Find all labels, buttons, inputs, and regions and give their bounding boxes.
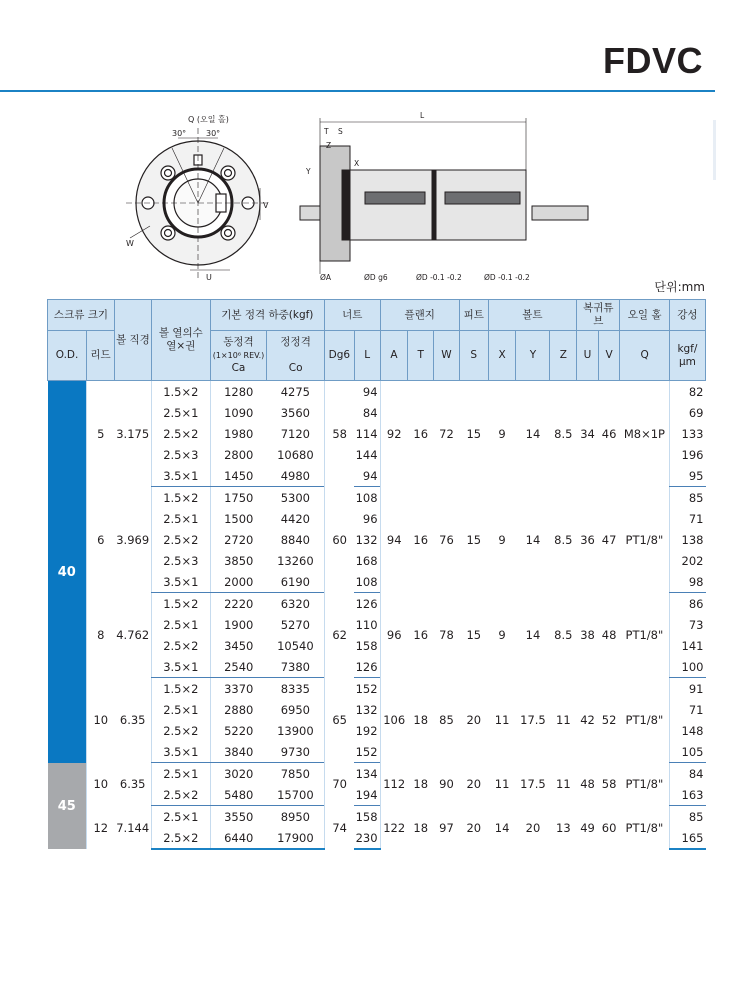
l-cell: 144 [355,447,378,462]
ball-cols-cell: 2.5×2 [151,529,210,550]
ball-cols-cell: 2.5×2 [151,784,210,806]
ball-cols-cell: 2.5×1 [151,806,210,828]
a-cell: 106 [380,678,408,763]
nut-header: 너트 [324,300,380,331]
ball-cols-cell: 2.5×2 [151,720,210,741]
stiffness-cell: 138 [669,529,705,550]
ca-cell: 2000 [210,571,267,593]
l-cell: 94 [362,384,378,399]
od-header: O.D. [48,331,87,381]
lead-cell: 10 [87,763,115,806]
co-cell: 8840 [280,532,311,547]
w-header: W [434,331,460,381]
l-cell: 152 [355,681,378,696]
z-cell: 11 [556,777,571,792]
table-row [48,593,706,615]
x-cell: 11 [494,713,510,728]
y-cell: 17.5 [520,777,546,792]
y-cell: 14 [525,532,541,547]
ball-cols-cell: 2.5×2 [151,635,210,656]
stiffness-cell: 71 [669,699,705,720]
v-cell: 60 [601,820,617,835]
l-cell: 110 [355,617,378,632]
u-cell: 42 [580,713,595,728]
co-cell: 10540 [277,638,314,653]
t-cell: 16 [413,532,429,547]
q-cell: M8×1P [623,427,665,441]
stiffness-cell: 165 [669,827,705,849]
ball-cols-cell: 1.5×2 [151,678,210,700]
x-cell: 9 [498,628,506,643]
load-header: 기본 정격 하중(kgf) [210,300,324,331]
ca-cell: 3850 [210,550,267,571]
co-cell: 4420 [280,511,311,526]
z-cell: 8.5 [554,532,573,547]
co-cell: 8950 [280,809,311,824]
ball-dia-cell: 7.144 [116,820,150,835]
stiffness-cell: 85 [669,806,705,828]
co-cell: 3560 [280,405,311,420]
ca-cell: 5480 [210,784,267,806]
co-cell: 7120 [280,426,311,441]
t-cell: 16 [413,628,429,643]
ca-cell: 6440 [210,827,267,849]
q-cell: PT1/8" [625,777,664,792]
l-cell: 168 [355,553,378,568]
u-header: U [577,331,599,381]
y-header: Y [516,331,550,381]
ball-cols-cell: 3.5×1 [151,656,210,678]
dg6-cell: 70 [324,763,354,806]
a-cell: 96 [380,593,408,678]
ball-dia-cell: 3.175 [116,427,150,441]
u-label: U [206,273,212,282]
z-cell: 11 [556,713,571,728]
stiffness-cell: 69 [669,402,705,423]
l-cell: 108 [354,571,380,593]
stiffness-cell: 95 [669,465,705,487]
stiffness-cell: 98 [669,571,705,593]
ca-cell: 3550 [210,806,267,828]
co-cell: 15700 [267,784,325,806]
y-cell: 20 [525,820,541,835]
ball-cols-cell: 2.5×1 [151,614,210,635]
l-cell: 134 [355,766,378,781]
u-cell: 49 [580,820,595,835]
stiffness-cell: 84 [669,763,705,785]
ball-cols-cell: 1.5×2 [151,593,210,615]
stiffness-cell: 85 [669,487,705,509]
ball-dia-cell: 6.35 [119,777,146,792]
ball-cols-cell: 2.5×2 [151,423,210,444]
dim-s-label: S [338,127,343,136]
v-cell: 48 [601,628,617,643]
s-cell: 20 [466,820,482,835]
l-cell: 94 [354,465,380,487]
ca-label: Ca [231,362,246,375]
stiffness-cell: 82 [669,381,705,403]
table-row [48,487,706,509]
l-cell: 192 [355,723,378,738]
stiffness-cell: 86 [669,593,705,615]
z-header: Z [550,331,577,381]
co-cell: 4980 [267,465,325,487]
spec-table [47,299,706,850]
s-cell: 20 [466,777,482,792]
bolt-header: 볼트 [488,300,577,331]
table-row [48,678,706,700]
co-label: Co [288,362,303,375]
stiffness-cell: 202 [669,550,705,571]
s-cell: 15 [466,628,482,643]
s-cell: 20 [466,713,482,728]
ball-cols-cell: 2.5×2 [151,827,210,849]
v-cell: 58 [601,777,617,792]
v-cell: 47 [601,532,617,547]
l-cell: 158 [355,638,378,653]
stiffness-cell: 100 [669,656,705,678]
l-cell: 194 [354,784,380,806]
dg6-cell: 62 [324,593,354,678]
stiffness-header: 강성 [669,300,705,331]
co-cell: 10680 [277,447,314,462]
w-cell: 76 [439,532,454,547]
static-label: 정정격 [280,336,311,349]
oil-hole-header: 오일 홀 [620,300,669,331]
l-cell: 152 [354,741,380,763]
stiffness-cell: 148 [669,720,705,741]
l-cell: 230 [354,827,380,849]
x-cell: 11 [494,777,510,792]
angle-left-label: 30° [172,129,187,138]
ca-cell: 1090 [210,402,267,423]
dynamic-label: 동정격 [223,336,254,349]
v-cell: 52 [601,713,617,728]
recirc-header: 복귀튜브 [577,300,620,331]
lead-cell: 6 [87,487,115,593]
edge-tab [713,120,716,180]
ca-cell: 1750 [210,487,267,509]
stiffness-cell: 73 [669,614,705,635]
w-cell: 72 [439,427,454,441]
l-header: L [354,331,380,381]
l-cell: 108 [355,490,378,505]
dg6-cell: 60 [324,487,354,593]
od-cell: 45 [48,763,87,850]
angle-right-label: 30° [206,129,221,138]
ca-cell: 3840 [210,741,267,763]
ball-cols-cell: 3.5×1 [151,465,210,487]
dim-x-label: X [354,159,360,168]
l-cell: 126 [355,596,378,611]
dim-l-label: L [420,111,425,120]
l-cell: 132 [355,532,378,547]
lead-header: 리드 [87,331,115,381]
u-cell: 38 [580,628,595,643]
x-cell: 9 [498,427,506,441]
ca-cell: 3450 [210,635,267,656]
a-cell: 122 [380,806,408,850]
q-cell: PT1/8" [625,532,664,547]
dg6-cell: 58 [324,381,354,487]
ca-cell: 3020 [210,763,267,785]
a-cell: 94 [380,487,408,593]
co-cell: 7850 [280,766,311,781]
s-header: S [459,331,488,381]
ball-cols-cell: 2.5×1 [151,402,210,423]
ball-cols-cell: 2.5×1 [151,763,210,785]
v-header: V [598,331,620,381]
v-label: V [263,201,269,210]
ca-cell: 1980 [210,423,267,444]
ball-dia-cell: 3.969 [116,532,150,547]
front-view [126,128,270,278]
lead-cell: 12 [87,806,115,850]
ca-cell: 1450 [210,465,267,487]
l-cell: 126 [354,656,380,678]
w-cell: 97 [439,820,454,835]
ca-cell: 2800 [210,444,267,465]
fit-header: 피트 [459,300,488,331]
ca-cell: 1280 [210,381,267,403]
q-header: Q [620,331,669,381]
dim-y-label: Y [306,167,311,176]
ca-header [210,331,267,381]
stiffness-cell: 105 [669,741,705,763]
spec-table-body [48,381,706,850]
u-cell: 34 [580,427,595,441]
a-header: A [380,331,408,381]
ball-cols-header: 볼 열의수 열×권 [151,300,210,381]
v-cell: 46 [601,427,617,441]
screw-size-header: 스크류 크기 [48,300,115,331]
w-cell: 78 [439,628,454,643]
dg6-cell: 74 [324,806,354,850]
co-cell: 6320 [280,596,311,611]
nut-drawing [120,108,590,288]
x-cell: 14 [494,820,510,835]
l-cell: 96 [362,511,378,526]
table-row [48,763,706,785]
ca-cell: 2540 [210,656,267,678]
z-cell: 8.5 [554,628,573,643]
oil-hole-label: Q (오일 홀) [188,115,229,124]
a-cell: 112 [380,763,408,806]
ca-cell: 1500 [210,508,267,529]
lead-cell: 5 [87,381,115,487]
co-cell: 9730 [267,741,325,763]
dim-z-label: Z [326,141,332,150]
ball-dia-cell: 6.35 [119,713,146,728]
ball-cols-cell: 1.5×2 [151,381,210,403]
y-cell: 14 [525,427,541,441]
stiff-unit-header: kgf/ μm [669,331,705,381]
co-cell: 5270 [280,617,311,632]
dg6-header: Dg6 [324,331,354,381]
y-cell: 17.5 [520,713,546,728]
x-header: X [488,331,516,381]
dynamic-note: (1×10⁶ REV.) [212,351,265,361]
ca-cell: 2880 [210,699,267,720]
y-cell: 14 [525,628,541,643]
w-label: W [126,239,134,248]
co-cell: 13260 [277,553,314,568]
l-cell: 158 [355,809,378,824]
table-row [48,806,706,828]
w-cell: 85 [439,713,454,728]
t-cell: 18 [413,820,429,835]
ball-cols-cell: 1.5×2 [151,487,210,509]
ball-cols-cell: 3.5×1 [151,571,210,593]
stiffness-cell: 141 [669,635,705,656]
z-cell: 8.5 [554,427,573,441]
table-row [48,381,706,403]
dg6-cell: 65 [324,678,354,763]
q-cell: PT1/8" [625,713,664,728]
a-cell: 92 [380,381,408,487]
dim-a-label: ØA [320,273,332,282]
ball-dia-header: 볼 직경 [114,300,151,381]
u-cell: 36 [580,532,595,547]
unit-label: 단위:mm [654,280,705,294]
ball-dia-cell: 4.762 [116,628,150,643]
flange-header: 플랜지 [380,300,459,331]
l-cell: 84 [362,405,378,420]
stiffness-cell: 133 [669,423,705,444]
ball-cols-cell: 2.5×3 [151,550,210,571]
z-cell: 13 [556,820,571,835]
co-cell: 13900 [277,723,314,738]
ball-cols-cell: 3.5×1 [151,741,210,763]
ball-cols-cell: 2.5×1 [151,699,210,720]
co-cell: 7380 [267,656,325,678]
t-cell: 18 [413,713,429,728]
l-cell: 114 [355,426,378,441]
s-cell: 15 [466,532,482,547]
lead-cell: 8 [87,593,115,678]
page-title: FDVC [603,40,703,81]
side-view [300,118,588,274]
ball-cols-cell: 2.5×3 [151,444,210,465]
od-cell: 40 [48,381,87,763]
t-cell: 18 [413,777,429,792]
ca-cell: 2720 [210,529,267,550]
w-cell: 90 [439,777,454,792]
co-cell: 17900 [267,827,325,849]
co-cell: 6950 [280,702,311,717]
ball-cols-cell: 2.5×1 [151,508,210,529]
dim-dg6-label: ØD g6 [364,273,388,282]
ca-cell: 5220 [210,720,267,741]
dim-d-tol-1: ØD -0.1 -0.2 [416,273,462,282]
t-header: T [408,331,434,381]
co-cell: 5300 [280,490,311,505]
stiffness-cell: 91 [669,678,705,700]
x-cell: 9 [498,532,506,547]
stiffness-cell: 163 [669,784,705,806]
q-cell: PT1/8" [625,820,664,835]
lead-cell: 10 [87,678,115,763]
q-cell: PT1/8" [625,628,664,643]
s-cell: 15 [466,427,482,441]
ca-cell: 2220 [210,593,267,615]
co-cell: 8335 [280,681,311,696]
t-cell: 16 [413,427,429,441]
stiffness-cell: 71 [669,508,705,529]
co-cell: 6190 [267,571,325,593]
ca-cell: 1900 [210,614,267,635]
ca-cell: 3370 [210,678,267,700]
co-cell: 4275 [280,384,311,399]
l-cell: 132 [355,702,378,717]
co-header [267,331,325,381]
dim-t-label: T [324,127,329,136]
stiffness-cell: 196 [669,444,705,465]
title-rule [0,90,715,92]
dim-d-tol-2: ØD -0.1 -0.2 [484,273,530,282]
u-cell: 48 [580,777,595,792]
